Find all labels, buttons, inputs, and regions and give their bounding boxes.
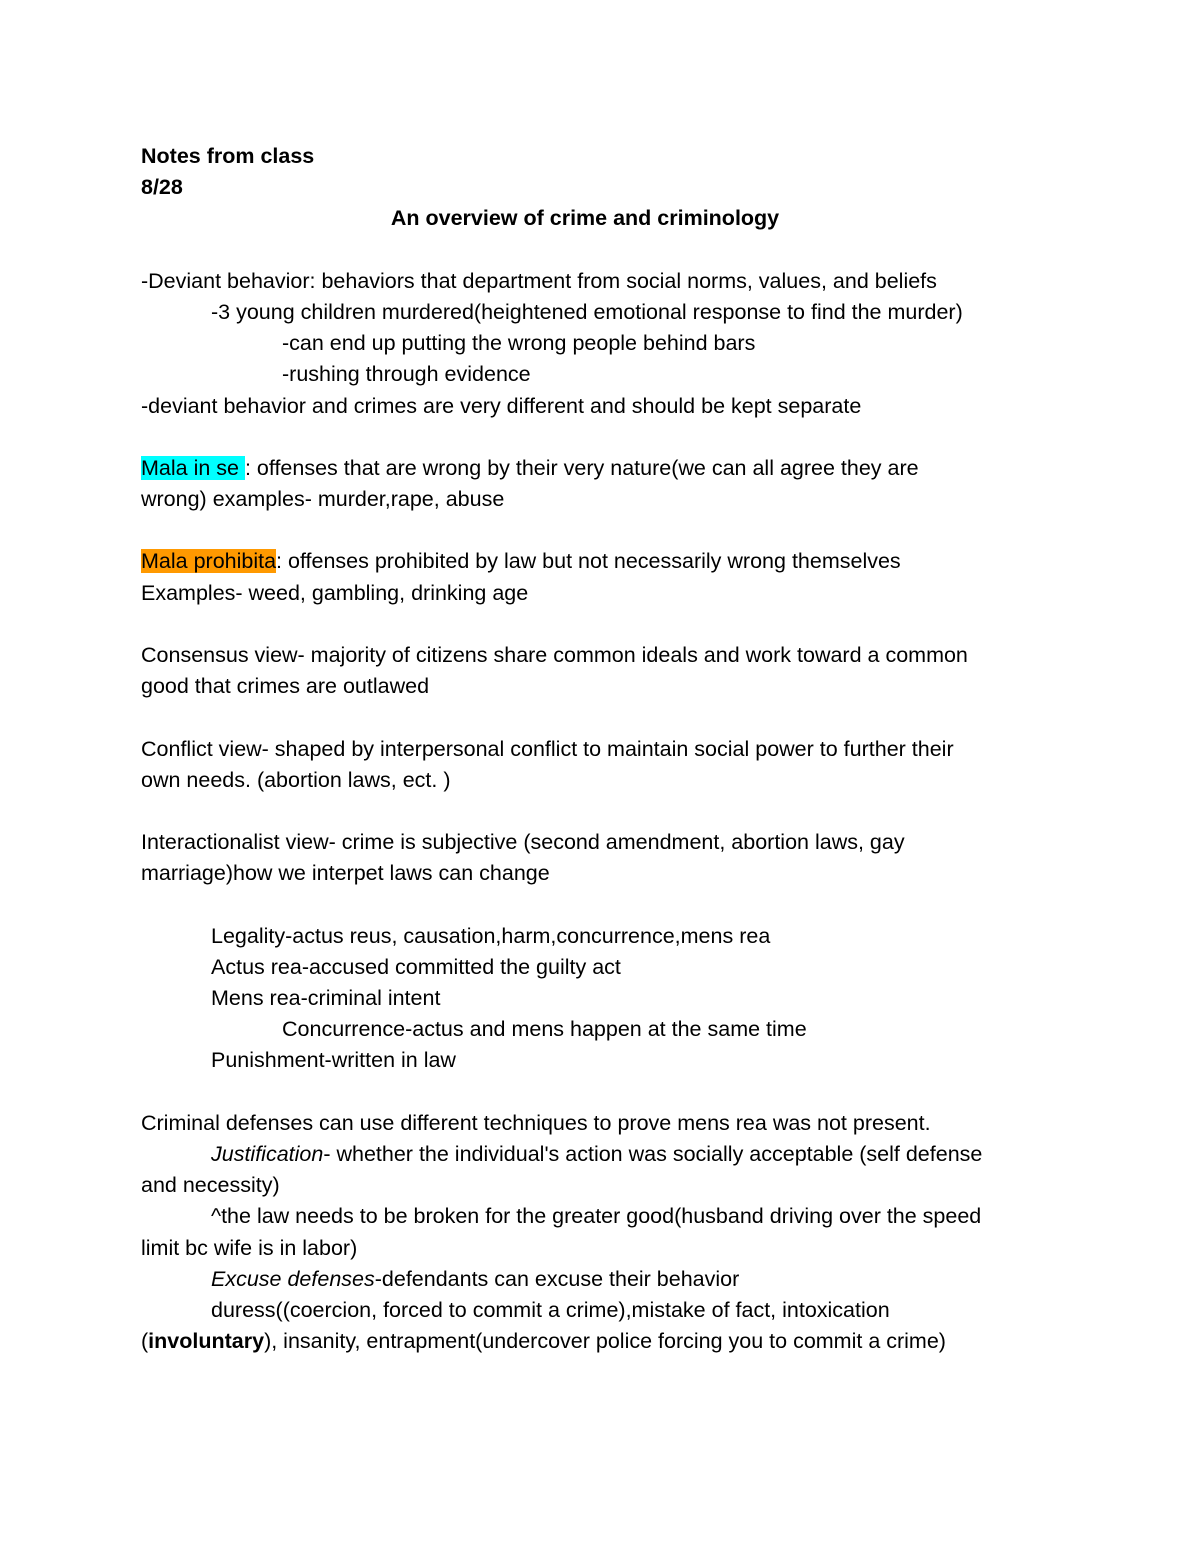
mala-in-se-examples: wrong) examples- murder,rape, abuse [141,487,505,512]
mala-in-se-term: Mala in se [141,455,245,480]
excuse-defenses-definition [141,1264,1061,1295]
conflict-view-cont: own needs. (abortion laws, ect. ) [141,767,451,792]
justification-text: - whether the individual's action was socially acceptable (self defense [323,1142,983,1166]
notes-date: 8/28 [141,175,183,200]
element-mens-rea: Mens rea-criminal intent [211,986,441,1011]
excuse-defenses-list-cont [141,1326,1061,1357]
interactionalist-view-cont: marriage)how we interpet laws can change [141,861,550,886]
element-concurrence: Concurrence-actus and mens happen at the same time [282,1017,807,1042]
paren-open: ( [141,1329,149,1354]
mala-prohibita-definition [141,546,1061,577]
notes-heading: Notes from class [141,144,315,168]
spacer [141,890,1061,921]
deviant-example: -3 young children murdered(heightened emotional response to find the murder) [211,299,963,324]
excuse-defenses-term: Excuse defenses [211,1266,375,1291]
mala-in-se-text: : offenses that are wrong by their very nature(we can all agree they are [244,455,919,480]
element-punishment: Punishment-written in law [211,1048,456,1073]
deviant-sub-point: -rushing through evidence [282,362,531,387]
spacer [141,515,1061,546]
document-page [141,141,1061,1357]
spacer [141,422,1061,453]
criminal-defenses-intro: Criminal defenses can use different techniques to prove mens rea was not present. [141,1110,931,1135]
deviant-sub-point: -can end up putting the wrong people behind bars [282,331,756,356]
spacer [141,609,1061,640]
element-legality: Legality-actus reus, causation,harm,concurrence,mens rea [211,923,771,948]
justification-example-cont: limit bc wife is in labor) [141,1235,358,1260]
justification-cont: and necessity) [141,1173,280,1198]
involuntary-term: involuntary [148,1329,265,1354]
mala-in-se-definition [141,453,1061,484]
interactionalist-view: Interactionalist view- crime is subjective (second amendment, abortion laws, gay [141,830,905,855]
deviant-note: -deviant behavior and crimes are very different and should be kept separate [141,393,862,418]
spacer [141,1077,1061,1108]
element-actus-rea: Actus rea-accused committed the guilty act [211,954,621,979]
spacer [141,702,1061,733]
deviant-behavior-definition: -Deviant behavior: behaviors that department from social norms, values, and beliefs [141,268,937,293]
spacer [141,796,1061,827]
mala-prohibita-text: : offenses prohibited by law but not necessarily wrong themselves [276,549,901,574]
mala-prohibita-term: Mala prohibita [141,549,277,574]
spacer [141,235,1061,266]
excuse-defenses-text: -defendants can excuse their behavior [374,1266,740,1291]
mala-prohibita-examples: Examples- weed, gambling, drinking age [141,580,529,605]
justification-definition [141,1139,1061,1170]
excuse-defenses-list: duress((coercion, forced to commit a crime),mistake of fact, intoxication [211,1297,890,1322]
justification-term: Justification [211,1142,324,1166]
consensus-view: Consensus view- majority of citizens share common ideals and work toward a common [141,643,968,667]
consensus-view-cont: good that crimes are outlawed [141,674,430,699]
excuse-defenses-list-rest: ), insanity, entrapment(undercover police forcing you to commit a crime) [264,1329,946,1354]
justification-example: ^the law needs to be broken for the greater good(husband driving over the speed [211,1204,982,1229]
conflict-view: Conflict view- shaped by interpersonal conflict to maintain social power to further their [141,736,954,761]
document-title: An overview of crime and criminology [390,206,780,231]
